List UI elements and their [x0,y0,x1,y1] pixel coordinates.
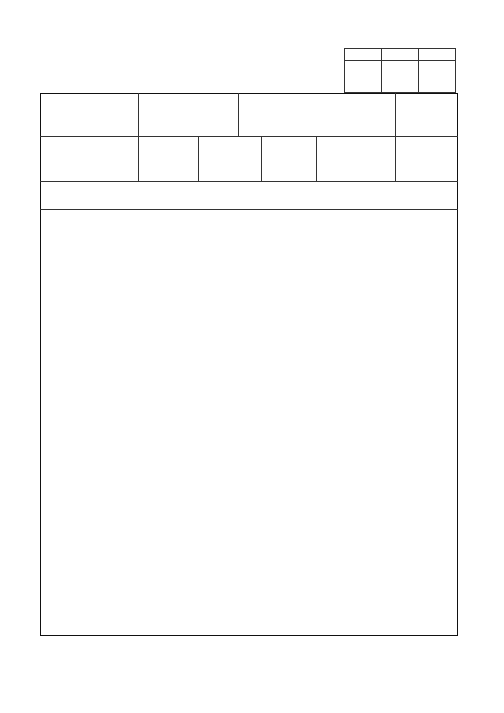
header-divider [316,136,317,181]
approval-cell[interactable] [345,49,382,61]
approval-cell[interactable] [419,61,456,93]
header-divider [238,93,239,136]
approval-cell[interactable] [382,61,419,93]
header-divider [395,93,396,136]
header-divider [138,93,139,136]
header-divider [261,136,262,181]
approval-cell[interactable] [382,49,419,61]
approval-box [344,48,456,93]
grid-header-bottom [40,209,458,210]
header-divider [138,136,139,181]
approval-cell[interactable] [345,61,382,93]
approval-cell[interactable] [419,49,456,61]
grid-header-top [40,181,458,182]
header-divider [395,136,396,181]
header-divider [198,136,199,181]
